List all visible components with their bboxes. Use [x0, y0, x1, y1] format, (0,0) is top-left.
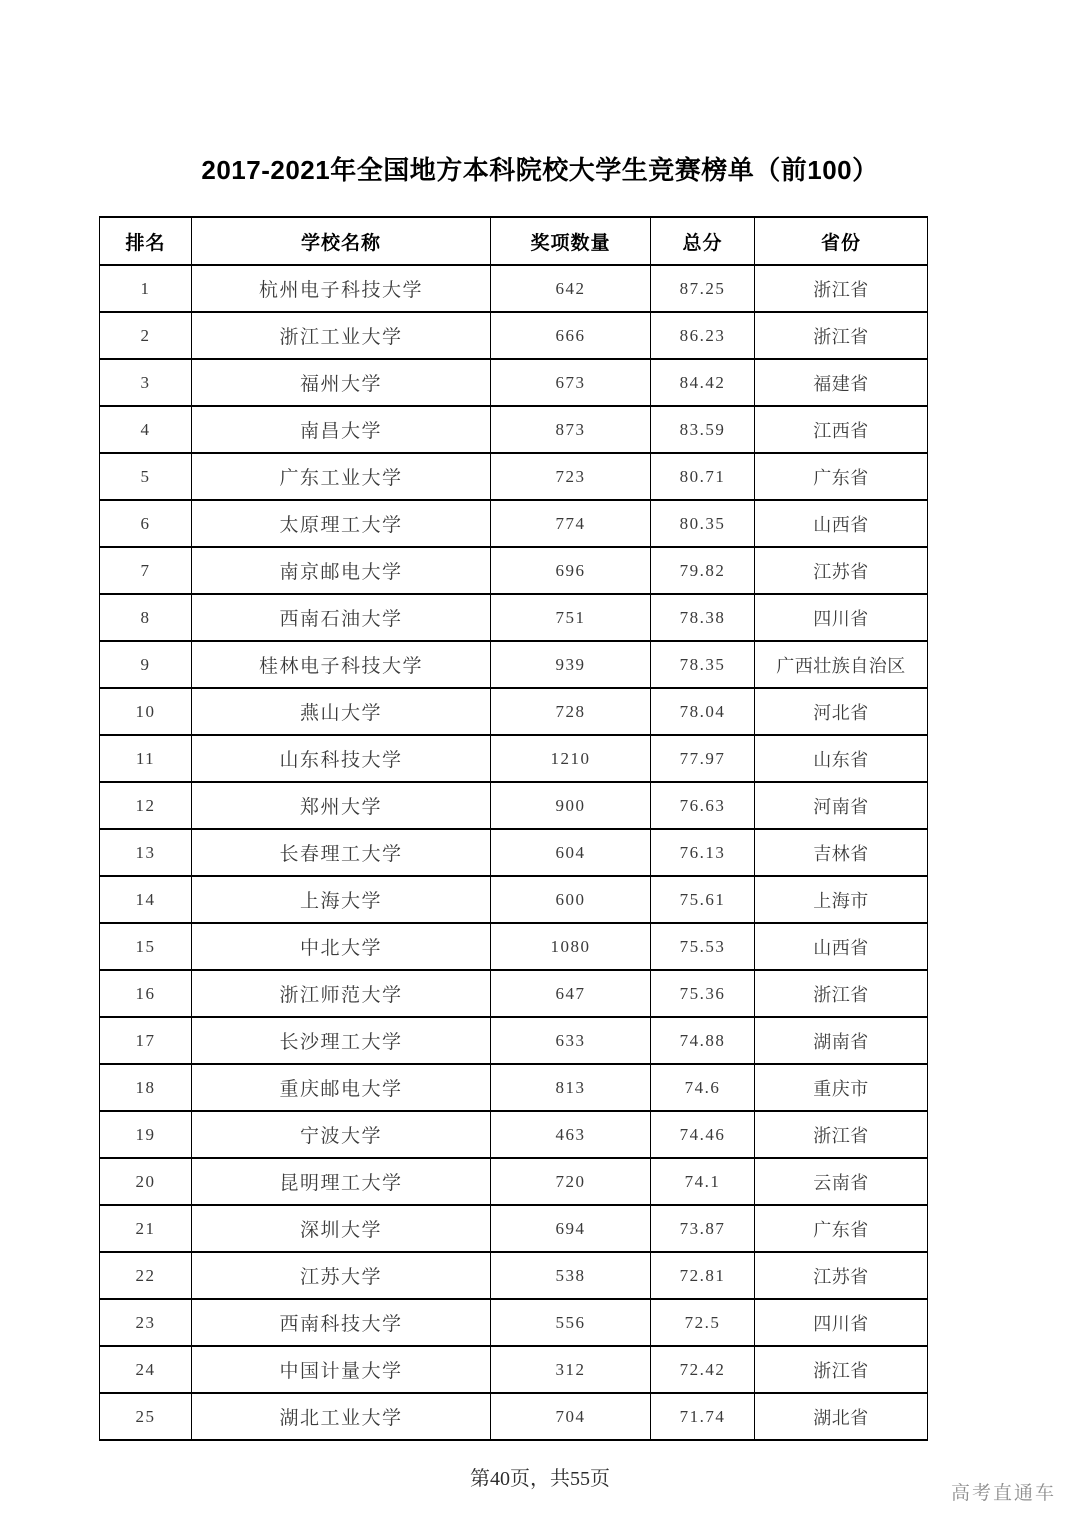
table-row	[100, 1158, 928, 1205]
cell-province: 云南省	[755, 1158, 928, 1205]
cell-rank: 9	[100, 641, 192, 688]
table-row	[100, 1205, 928, 1252]
cell-rank: 16	[100, 970, 192, 1017]
table-row	[100, 688, 928, 735]
cell-school: 郑州大学	[192, 782, 491, 829]
cell-province: 河北省	[755, 688, 928, 735]
cell-awards: 900	[491, 782, 651, 829]
cell-school: 重庆邮电大学	[192, 1064, 491, 1111]
column-header-province: 省份	[755, 217, 928, 265]
table-row	[100, 1393, 928, 1440]
cell-score: 72.42	[651, 1346, 755, 1393]
cell-province: 浙江省	[755, 312, 928, 359]
cell-school: 长春理工大学	[192, 829, 491, 876]
cell-rank: 12	[100, 782, 192, 829]
page-title: 2017-2021年全国地方本科院校大学生竞赛榜单（前100）	[201, 155, 879, 185]
cell-rank: 20	[100, 1158, 192, 1205]
cell-province: 四川省	[755, 594, 928, 641]
table-body	[100, 265, 928, 1440]
cell-score: 87.25	[651, 265, 755, 312]
cell-province: 广东省	[755, 453, 928, 500]
cell-school: 广东工业大学	[192, 453, 491, 500]
cell-awards: 696	[491, 547, 651, 594]
table-row	[100, 359, 928, 406]
cell-score: 72.5	[651, 1299, 755, 1346]
cell-score: 73.87	[651, 1205, 755, 1252]
cell-rank: 4	[100, 406, 192, 453]
column-header-school: 学校名称	[192, 217, 491, 265]
cell-rank: 17	[100, 1017, 192, 1064]
cell-rank: 11	[100, 735, 192, 782]
cell-rank: 15	[100, 923, 192, 970]
cell-score: 78.35	[651, 641, 755, 688]
cell-rank: 13	[100, 829, 192, 876]
cell-province: 浙江省	[755, 970, 928, 1017]
cell-score: 74.1	[651, 1158, 755, 1205]
table-row	[100, 782, 928, 829]
cell-province: 山西省	[755, 923, 928, 970]
table-header-row	[100, 217, 928, 265]
cell-rank: 5	[100, 453, 192, 500]
cell-score: 72.81	[651, 1252, 755, 1299]
cell-rank: 25	[100, 1393, 192, 1440]
cell-awards: 774	[491, 500, 651, 547]
cell-school: 杭州电子科技大学	[192, 265, 491, 312]
cell-school: 太原理工大学	[192, 500, 491, 547]
cell-school: 湖北工业大学	[192, 1393, 491, 1440]
table-row	[100, 1299, 928, 1346]
cell-score: 77.97	[651, 735, 755, 782]
page-number-footer: 第40页，共55页	[470, 1468, 610, 1490]
cell-awards: 873	[491, 406, 651, 453]
cell-province: 广东省	[755, 1205, 928, 1252]
table-row	[100, 453, 928, 500]
cell-score: 83.59	[651, 406, 755, 453]
table-row	[100, 735, 928, 782]
cell-awards: 463	[491, 1111, 651, 1158]
cell-rank: 24	[100, 1346, 192, 1393]
competition-ranking-table	[99, 216, 928, 1441]
cell-province: 江苏省	[755, 1252, 928, 1299]
cell-score: 78.04	[651, 688, 755, 735]
cell-score: 76.63	[651, 782, 755, 829]
cell-score: 80.71	[651, 453, 755, 500]
cell-rank: 2	[100, 312, 192, 359]
cell-school: 浙江工业大学	[192, 312, 491, 359]
table-row	[100, 547, 928, 594]
cell-score: 74.46	[651, 1111, 755, 1158]
cell-score: 76.13	[651, 829, 755, 876]
table-row	[100, 1252, 928, 1299]
table-row	[100, 1017, 928, 1064]
column-header-rank: 排名	[100, 217, 192, 265]
cell-awards: 720	[491, 1158, 651, 1205]
cell-score: 78.38	[651, 594, 755, 641]
cell-awards: 600	[491, 876, 651, 923]
cell-province: 江苏省	[755, 547, 928, 594]
cell-school: 中北大学	[192, 923, 491, 970]
cell-province: 广西壮族自治区	[755, 641, 928, 688]
cell-school: 上海大学	[192, 876, 491, 923]
cell-rank: 21	[100, 1205, 192, 1252]
cell-province: 江西省	[755, 406, 928, 453]
cell-awards: 1080	[491, 923, 651, 970]
cell-province: 福建省	[755, 359, 928, 406]
cell-rank: 10	[100, 688, 192, 735]
cell-province: 山东省	[755, 735, 928, 782]
cell-rank: 3	[100, 359, 192, 406]
cell-school: 西南科技大学	[192, 1299, 491, 1346]
cell-awards: 939	[491, 641, 651, 688]
cell-school: 宁波大学	[192, 1111, 491, 1158]
cell-score: 71.74	[651, 1393, 755, 1440]
cell-school: 浙江师范大学	[192, 970, 491, 1017]
cell-score: 74.88	[651, 1017, 755, 1064]
table-row	[100, 1111, 928, 1158]
cell-awards: 604	[491, 829, 651, 876]
cell-school: 深圳大学	[192, 1205, 491, 1252]
cell-score: 79.82	[651, 547, 755, 594]
cell-score: 75.53	[651, 923, 755, 970]
cell-rank: 6	[100, 500, 192, 547]
cell-school: 燕山大学	[192, 688, 491, 735]
cell-rank: 23	[100, 1299, 192, 1346]
cell-school: 桂林电子科技大学	[192, 641, 491, 688]
cell-awards: 1210	[491, 735, 651, 782]
table-header	[100, 217, 928, 265]
cell-awards: 642	[491, 265, 651, 312]
cell-province: 上海市	[755, 876, 928, 923]
table-row	[100, 312, 928, 359]
cell-awards: 666	[491, 312, 651, 359]
cell-score: 74.6	[651, 1064, 755, 1111]
cell-rank: 1	[100, 265, 192, 312]
table-row	[100, 641, 928, 688]
cell-school: 南京邮电大学	[192, 547, 491, 594]
cell-awards: 673	[491, 359, 651, 406]
cell-school: 南昌大学	[192, 406, 491, 453]
cell-awards: 556	[491, 1299, 651, 1346]
cell-awards: 538	[491, 1252, 651, 1299]
cell-rank: 8	[100, 594, 192, 641]
cell-rank: 22	[100, 1252, 192, 1299]
cell-rank: 7	[100, 547, 192, 594]
cell-score: 86.23	[651, 312, 755, 359]
cell-score: 80.35	[651, 500, 755, 547]
table-row	[100, 876, 928, 923]
table-row	[100, 1064, 928, 1111]
cell-score: 75.61	[651, 876, 755, 923]
table-row	[100, 406, 928, 453]
cell-school: 江苏大学	[192, 1252, 491, 1299]
cell-awards: 647	[491, 970, 651, 1017]
table-row	[100, 923, 928, 970]
cell-rank: 18	[100, 1064, 192, 1111]
cell-school: 福州大学	[192, 359, 491, 406]
column-header-awards: 奖项数量	[491, 217, 651, 265]
cell-province: 重庆市	[755, 1064, 928, 1111]
cell-awards: 813	[491, 1064, 651, 1111]
table-row	[100, 1346, 928, 1393]
cell-score: 84.42	[651, 359, 755, 406]
cell-awards: 704	[491, 1393, 651, 1440]
column-header-score: 总分	[651, 217, 755, 265]
cell-school: 昆明理工大学	[192, 1158, 491, 1205]
cell-score: 75.36	[651, 970, 755, 1017]
cell-awards: 751	[491, 594, 651, 641]
cell-province: 湖北省	[755, 1393, 928, 1440]
cell-province: 浙江省	[755, 1111, 928, 1158]
cell-rank: 19	[100, 1111, 192, 1158]
table-row	[100, 970, 928, 1017]
cell-province: 浙江省	[755, 265, 928, 312]
cell-school: 西南石油大学	[192, 594, 491, 641]
table-row	[100, 594, 928, 641]
cell-awards: 633	[491, 1017, 651, 1064]
table-row	[100, 265, 928, 312]
cell-school: 长沙理工大学	[192, 1017, 491, 1064]
cell-province: 吉林省	[755, 829, 928, 876]
cell-province: 湖南省	[755, 1017, 928, 1064]
table-row	[100, 829, 928, 876]
cell-school: 山东科技大学	[192, 735, 491, 782]
cell-rank: 14	[100, 876, 192, 923]
cell-province: 浙江省	[755, 1346, 928, 1393]
watermark-label: 高考直通车	[950, 1483, 1056, 1504]
cell-province: 山西省	[755, 500, 928, 547]
cell-school: 中国计量大学	[192, 1346, 491, 1393]
cell-province: 四川省	[755, 1299, 928, 1346]
cell-awards: 312	[491, 1346, 651, 1393]
cell-province: 河南省	[755, 782, 928, 829]
cell-awards: 694	[491, 1205, 651, 1252]
table-row	[100, 500, 928, 547]
cell-awards: 728	[491, 688, 651, 735]
cell-awards: 723	[491, 453, 651, 500]
